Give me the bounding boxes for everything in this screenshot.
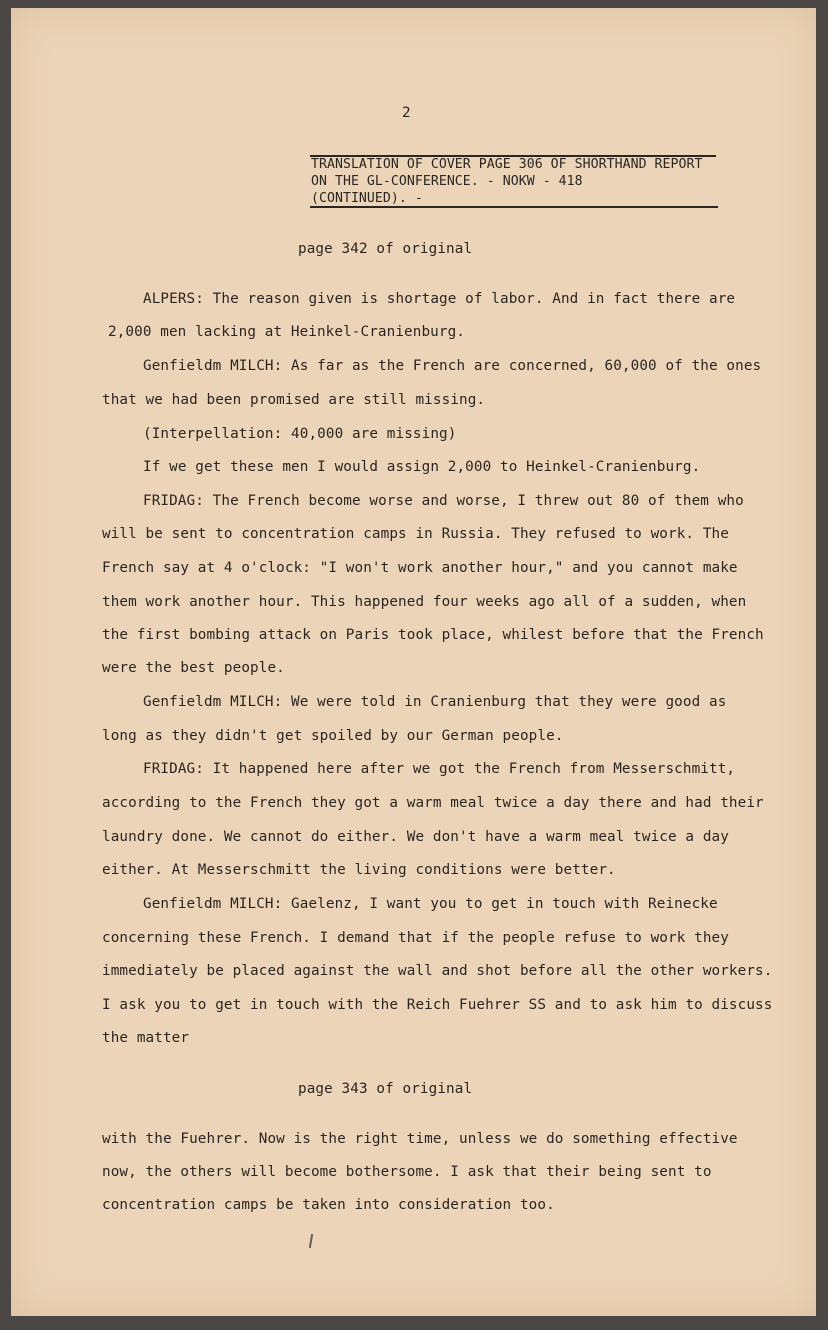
text-line: If we get these men I would assign 2,000 to Heinkel-Cranienburg.: [143, 459, 701, 475]
header-line-2: ON THE GL-CONFERENCE. - NOKW - 418: [311, 174, 583, 189]
text-line: that we had been promised are still missing.: [102, 392, 486, 408]
section-label-page-342: page 342 of original: [298, 241, 473, 257]
text-line: were the best people.: [102, 660, 285, 676]
text-line: concentration camps be taken into consideration too.: [102, 1197, 555, 1213]
text-line: with the Fuehrer. Now is the right time, unless we do something effective: [102, 1131, 738, 1147]
text-line: Genfieldm MILCH: We were told in Cranienburg that they were good as: [143, 694, 727, 710]
text-line: laundry done. We cannot do either. We don't have a warm meal twice a day: [102, 829, 729, 845]
text-line: Genfieldm MILCH: Gaelenz, I want you to get in touch with Reinecke: [143, 896, 718, 912]
text-line: the matter: [102, 1030, 190, 1046]
text-line: according to the French they got a warm meal twice a day there and had their: [102, 795, 764, 811]
header-line-3: (CONTINUED). -: [311, 191, 423, 206]
text-line: Genfieldm MILCH: As far as the French are concerned, 60,000 of the ones: [143, 358, 762, 374]
text-line: concerning these French. I demand that if the people refuse to work they: [102, 930, 729, 946]
text-line: 2,000 men lacking at Heinkel-Cranienburg.: [108, 324, 466, 340]
text-line: immediately be placed against the wall and shot before all the other workers.: [102, 963, 773, 979]
text-line: the first bombing attack on Paris took place, whilest before that the French: [102, 627, 764, 643]
text-line: (Interpellation: 40,000 are missing): [143, 426, 457, 442]
text-line: FRIDAG: The French become worse and worse, I threw out 80 of them who: [143, 493, 744, 509]
header-line-1: TRANSLATION OF COVER PAGE 306 OF SHORTHAND REPORT: [311, 157, 703, 172]
text-line: ALPERS: The reason given is shortage of labor. And in fact there are: [143, 291, 736, 307]
text-line: FRIDAG: It happened here after we got the French from Messerschmitt,: [143, 761, 736, 777]
text-line: French say at 4 o'clock: "I won't work another hour," and you cannot make: [102, 560, 738, 576]
text-line: long as they didn't get spoiled by our German people.: [102, 728, 564, 744]
text-line: them work another hour. This happened four weeks ago all of a sudden, when: [102, 594, 747, 610]
section-label-page-343: page 343 of original: [298, 1081, 473, 1097]
text-line: either. At Messerschmitt the living conditions were better.: [102, 862, 616, 878]
page-number: 2: [402, 105, 411, 121]
text-line: now, the others will become bothersome. I ask that their being sent to: [102, 1164, 712, 1180]
header-bottom-rule: [310, 206, 718, 208]
text-line: will be sent to concentration camps in Russia. They refused to work. The: [102, 526, 729, 542]
text-line: I ask you to get in touch with the Reich Fuehrer SS and to ask him to discuss: [102, 997, 773, 1013]
